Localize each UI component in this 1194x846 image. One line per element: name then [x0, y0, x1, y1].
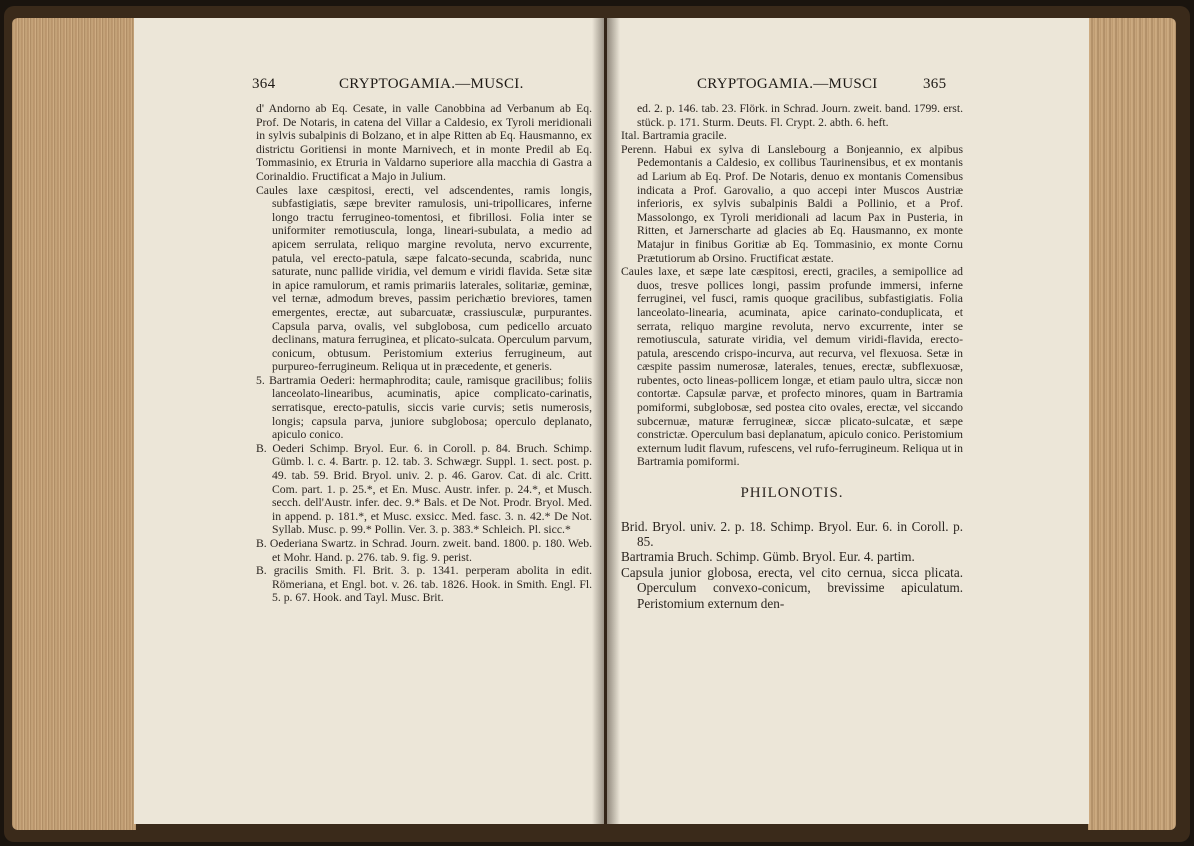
page-edges-left — [12, 18, 136, 830]
paragraph: Perenn. Habui ex sylva di Lanslebourg a Bonjeannio, ex alpibus Pedemontanis a Caldesio, ex collibus Taurinensibus, et ex montanis ad Larium ab Eq. Prof. De Notaris, denuo ex montanis Comensibus indicata a Prof. Garovalio, a quo accepi inter Muscos Austriæ inferioris, ex sylvis subalpinis Baldi a Pollinio, et a Prof. Massolongo, ex Tyroli meridionali ad lacum Pax in Pusteria, in Ritten, et Jarnerscharte ad glacies ab Eq. Hausmanno, ex monte Matajur in finibus Goritiæ ab Eq. Tommasinio, ex monte Cornu Prætutiorum ab Orsino. Fructificat æstate. — [621, 142, 963, 265]
species-entry: 5. Bartramia Oederi: hermaphrodita; caule, ramisque gracilibus; foliis lanceolato-linearibus, acuminatis, apice complicato-carinatis, serratisque, erecto-patulis, siccis varie curvis; setis numerosis, longis; capsula parva, juniore subglobosa; operculo deplanato, apiculo conico. — [256, 373, 592, 442]
page-edges-right — [1088, 18, 1176, 830]
synonym-entry: B. Oederiana Swartz. in Schrad. Journ. zweit. band. 1800. p. 180. Web. et Mohr. Hand. p. 276. tab. 9. fig. 9. perist. — [256, 537, 592, 564]
right-page — [607, 18, 1089, 824]
paragraph: Caules laxe, et sæpe late cæspitosi, erecti, graciles, a semipollice ad duos, tresve pollices longi, passim profunde immersi, inferne ferruginei, vel fusci, ramis quoque gracilibus, subfastigiatis. Folia lanceolato-linearia, acuminata, apice carinato-conduplicata, et serrata, reliquo margine revoluta, nervo excurrente, inter se remotiuscula, saturate viridia, vel demum viridi-flavida, erecto-patula, arescendo crispo-incurva, aut recurva, vel flexuosa. Setæ in cæspite passim numerosæ, laterales, tenues, erectæ, subflexuosæ, rubentes, octo lineas-pollicem longæ, et etiam paulo ultra, siccæ non contortæ. Capsulæ parvæ, et profecto minores, quam in Bartramia pomiformi, subglobosæ, sed postea cito ovales, erectæ, vel siccando subcernuæ, maturæ ferrugineæ, siccæ plicato-sulcatæ, et sæpe constrictæ. Operculum basi deplanatum, apiculo conico. Peristomium externum ludit flavum, rufescens, vel rufo-ferrugineum. Reliqua ut in Bartramia pomiformi. — [621, 265, 963, 469]
paragraph: Caules laxe cæspitosi, erecti, vel adscendentes, ramis longis, subfastigiatis, sæpe breviter ramulosis, uni-tripollicares, inferne longo tractu ferrugineo-tomentosi, et fibrillosi. Folia inter se uniformiter remotiuscula, longa, lineari-subulata, a medio ad apicem serrulata, reliquo margine revoluta, nervo excurrente, patula, vel erecto-patula, sæpe falcato-secunda, scabrida, nunc saturate, nunc pallide viridia, vel demum e viridi flavida. Setæ sitæ in apice ramulorum, et ramis primariis laterales, solitariæ, geminæ, vel ternæ, admodum breves, passim perichætio breviores, tamen emergentes, erectæ, aut subarcuatæ, crassiusculæ, purpurantes. Capsula parva, ovalis, vel subglobosa, cum pedicello arcuato declinans, matura ferruginea, et plicato-sulcata. Operculum parvum, conicum, obtusum. Peristomium exterius ferrugineum, aut purpureo-ferrugineum. Reliqua ut in præcedente, et generis. — [256, 183, 592, 374]
left-page-number: 364 — [252, 76, 276, 92]
italian-name: Ital. Bartramia gracile. — [621, 129, 727, 143]
right-running-title: CRYPTOGAMIA.—MUSCI — [697, 76, 878, 92]
genus-citation: Brid. Bryol. univ. 2. p. 18. Schimp. Bryol. Eur. 6. in Coroll. p. 85. — [621, 518, 963, 550]
left-page — [134, 18, 604, 824]
right-body — [621, 102, 963, 611]
synonym-entry: B. Oederi Schimp. Bryol. Eur. 6. in Coroll. p. 84. Bruch. Schimp. Gümb. l. c. 4. Bartr. p. 12. tab. 3. Schwægr. Suppl. 1. sect. post. p. 49. tab. 59. Brid. Bryol. univ. 2. p. 46. Garov. Cat. di alc. Critt. Com. part. 1. p. 25.*, et En. Musc. Austr. infer. p. 24.*, et Musch. secch. dell'Austr. infer. dec. 9.* Bals. et De Not. Prodr. Bryol. Med. in append. p. 181.*, et Musc. exsicc. Med. fasc. 3. n. 42.* De Not. Syllab. Musc. p. 99.* Pollin. Ver. 3. p. 383.* Schleich. Pl. sicc.* — [256, 441, 592, 537]
left-body — [256, 102, 592, 605]
synonym-entry: B. gracilis Smith. Fl. Brit. 3. p. 1341. perperam abolita in edit. Römeriana, et Engl. bot. v. 26. tab. 1826. Hook. in Smith. Engl. Fl. 5. p. 67. Hook. and Tayl. Musc. Brit. — [256, 564, 592, 605]
section-title: PHILONOTIS. — [740, 485, 844, 502]
left-running-title: CRYPTOGAMIA.—MUSCI. — [339, 76, 524, 92]
genus-description: Capsula junior globosa, erecta, vel cito cernua, sicca plicata. Operculum convexo-conicum, brevissime apiculatum. Peristomium externum den- — [621, 564, 963, 611]
genus-synonym: Bartramia Bruch. Schimp. Gümb. Bryol. Eur. 4. partim. — [621, 549, 915, 565]
paragraph: d' Andorno ab Eq. Cesate, in valle Canobbina ad Verbanum ab Eq. Prof. De Notaris, in catena del Villar a Caldesio, ex Tyroli meridionali in sylvis subalpinis di Bolzano, et in alpe Ritten ab Eq. Hausmanno, ex districtu Goritiensi in monte Marnivech, et in monte Predil ab Eq. Tommasinio, ex Etruria in Valdarno superiore alla macchia di Gastra a Corinaldio. Fructificat a Majo in Julium. — [256, 102, 592, 183]
right-page-number: 365 — [923, 76, 947, 92]
citation-continued: ed. 2. p. 146. tab. 23. Flörk. in Schrad. Journ. zweit. band. 1799. erst. stück. p. 171. Sturm. Deuts. Fl. Crypt. 2. abth. 6. heft. — [637, 102, 963, 129]
